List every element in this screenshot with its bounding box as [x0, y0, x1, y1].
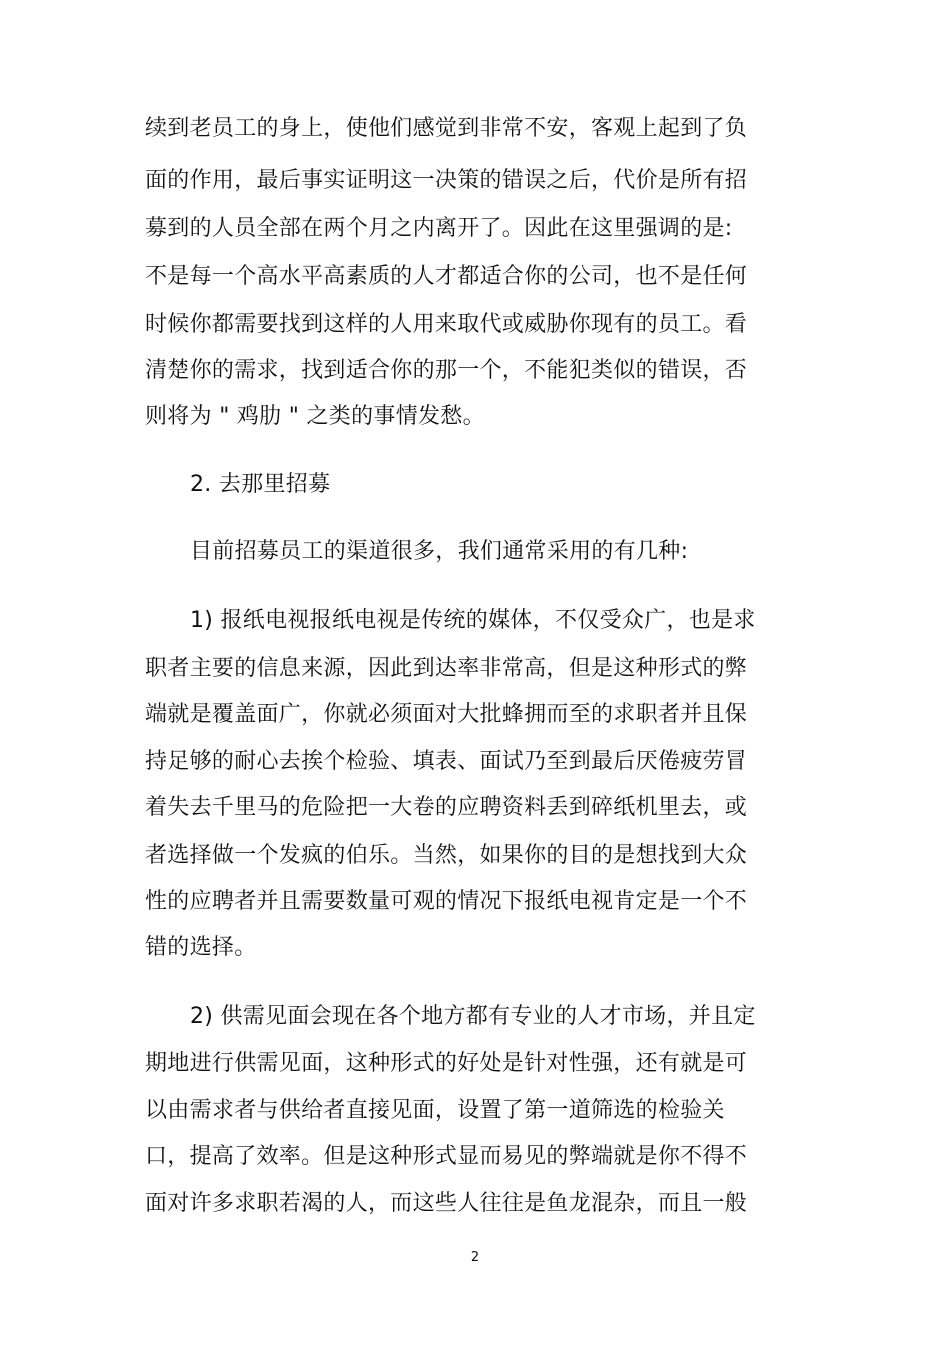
- list-item-first-line: 2) 供需见面会现在各个地方都有专业的人才市场，并且定: [190, 1004, 756, 1029]
- paragraph-line: 性的应聘者并且需要数量可观的情况下报纸电视肯定是一个不: [145, 889, 748, 914]
- paragraph-line: 目前招募员工的渠道很多，我们通常采用的有几种:: [190, 539, 689, 564]
- paragraph-line: 清楚你的需求，找到适合你的那一个，不能犯类似的错误，否: [145, 358, 748, 383]
- page-number: 2: [470, 1250, 480, 1265]
- paragraph-line: 错的选择。: [145, 935, 257, 960]
- paragraph-line: 面对许多求职若渴的人，而这些人往往是鱼龙混杂，而且一般: [145, 1191, 748, 1216]
- paragraph-line: 持足够的耐心去挨个检验、填表、面试乃至到最后厌倦疲劳冒: [145, 749, 748, 774]
- paragraph-line: 端就是覆盖面广，你就必须面对大批蜂拥而至的求职者并且保: [145, 702, 748, 727]
- paragraph-line: 者选择做一个发疯的伯乐。当然，如果你的目的是想找到大众: [145, 843, 748, 868]
- paragraph-line: 募到的人员全部在两个月之内离开了。因此在这里强调的是:: [145, 216, 733, 241]
- paragraph-line: 则将为 " 鸡肋 " 之类的事情发愁。: [145, 404, 485, 429]
- list-item-first-line: 1) 报纸电视报纸电视是传统的媒体，不仅受众广，也是求: [190, 608, 756, 633]
- paragraph-line: 职者主要的信息来源，因此到达率非常高，但是这种形式的弊: [145, 656, 748, 681]
- paragraph-line: 口，提高了效率。但是这种形式显而易见的弊端就是你不得不: [145, 1144, 748, 1169]
- paragraph-line: 时候你都需要找到这样的人用来取代或威胁你现有的员工。看: [145, 312, 748, 337]
- paragraph-line: 不是每一个高水平高素质的人才都适合你的公司，也不是任何: [145, 264, 748, 289]
- paragraph-line: 以由需求者与供给者直接见面，设置了第一道筛选的检验关: [145, 1098, 725, 1123]
- paragraph-line: 期地进行供需见面，这种形式的好处是针对性强，还有就是可: [145, 1051, 748, 1076]
- section-heading: 2. 去那里招募: [190, 472, 331, 497]
- paragraph-line: 续到老员工的身上，使他们感觉到非常不安，客观上起到了负: [145, 116, 748, 141]
- paragraph-line: 着失去千里马的危险把一大卷的应聘资料丢到碎纸机里去，或: [145, 795, 748, 820]
- paragraph-line: 面的作用，最后事实证明这一决策的错误之后，代价是所有招: [145, 168, 748, 193]
